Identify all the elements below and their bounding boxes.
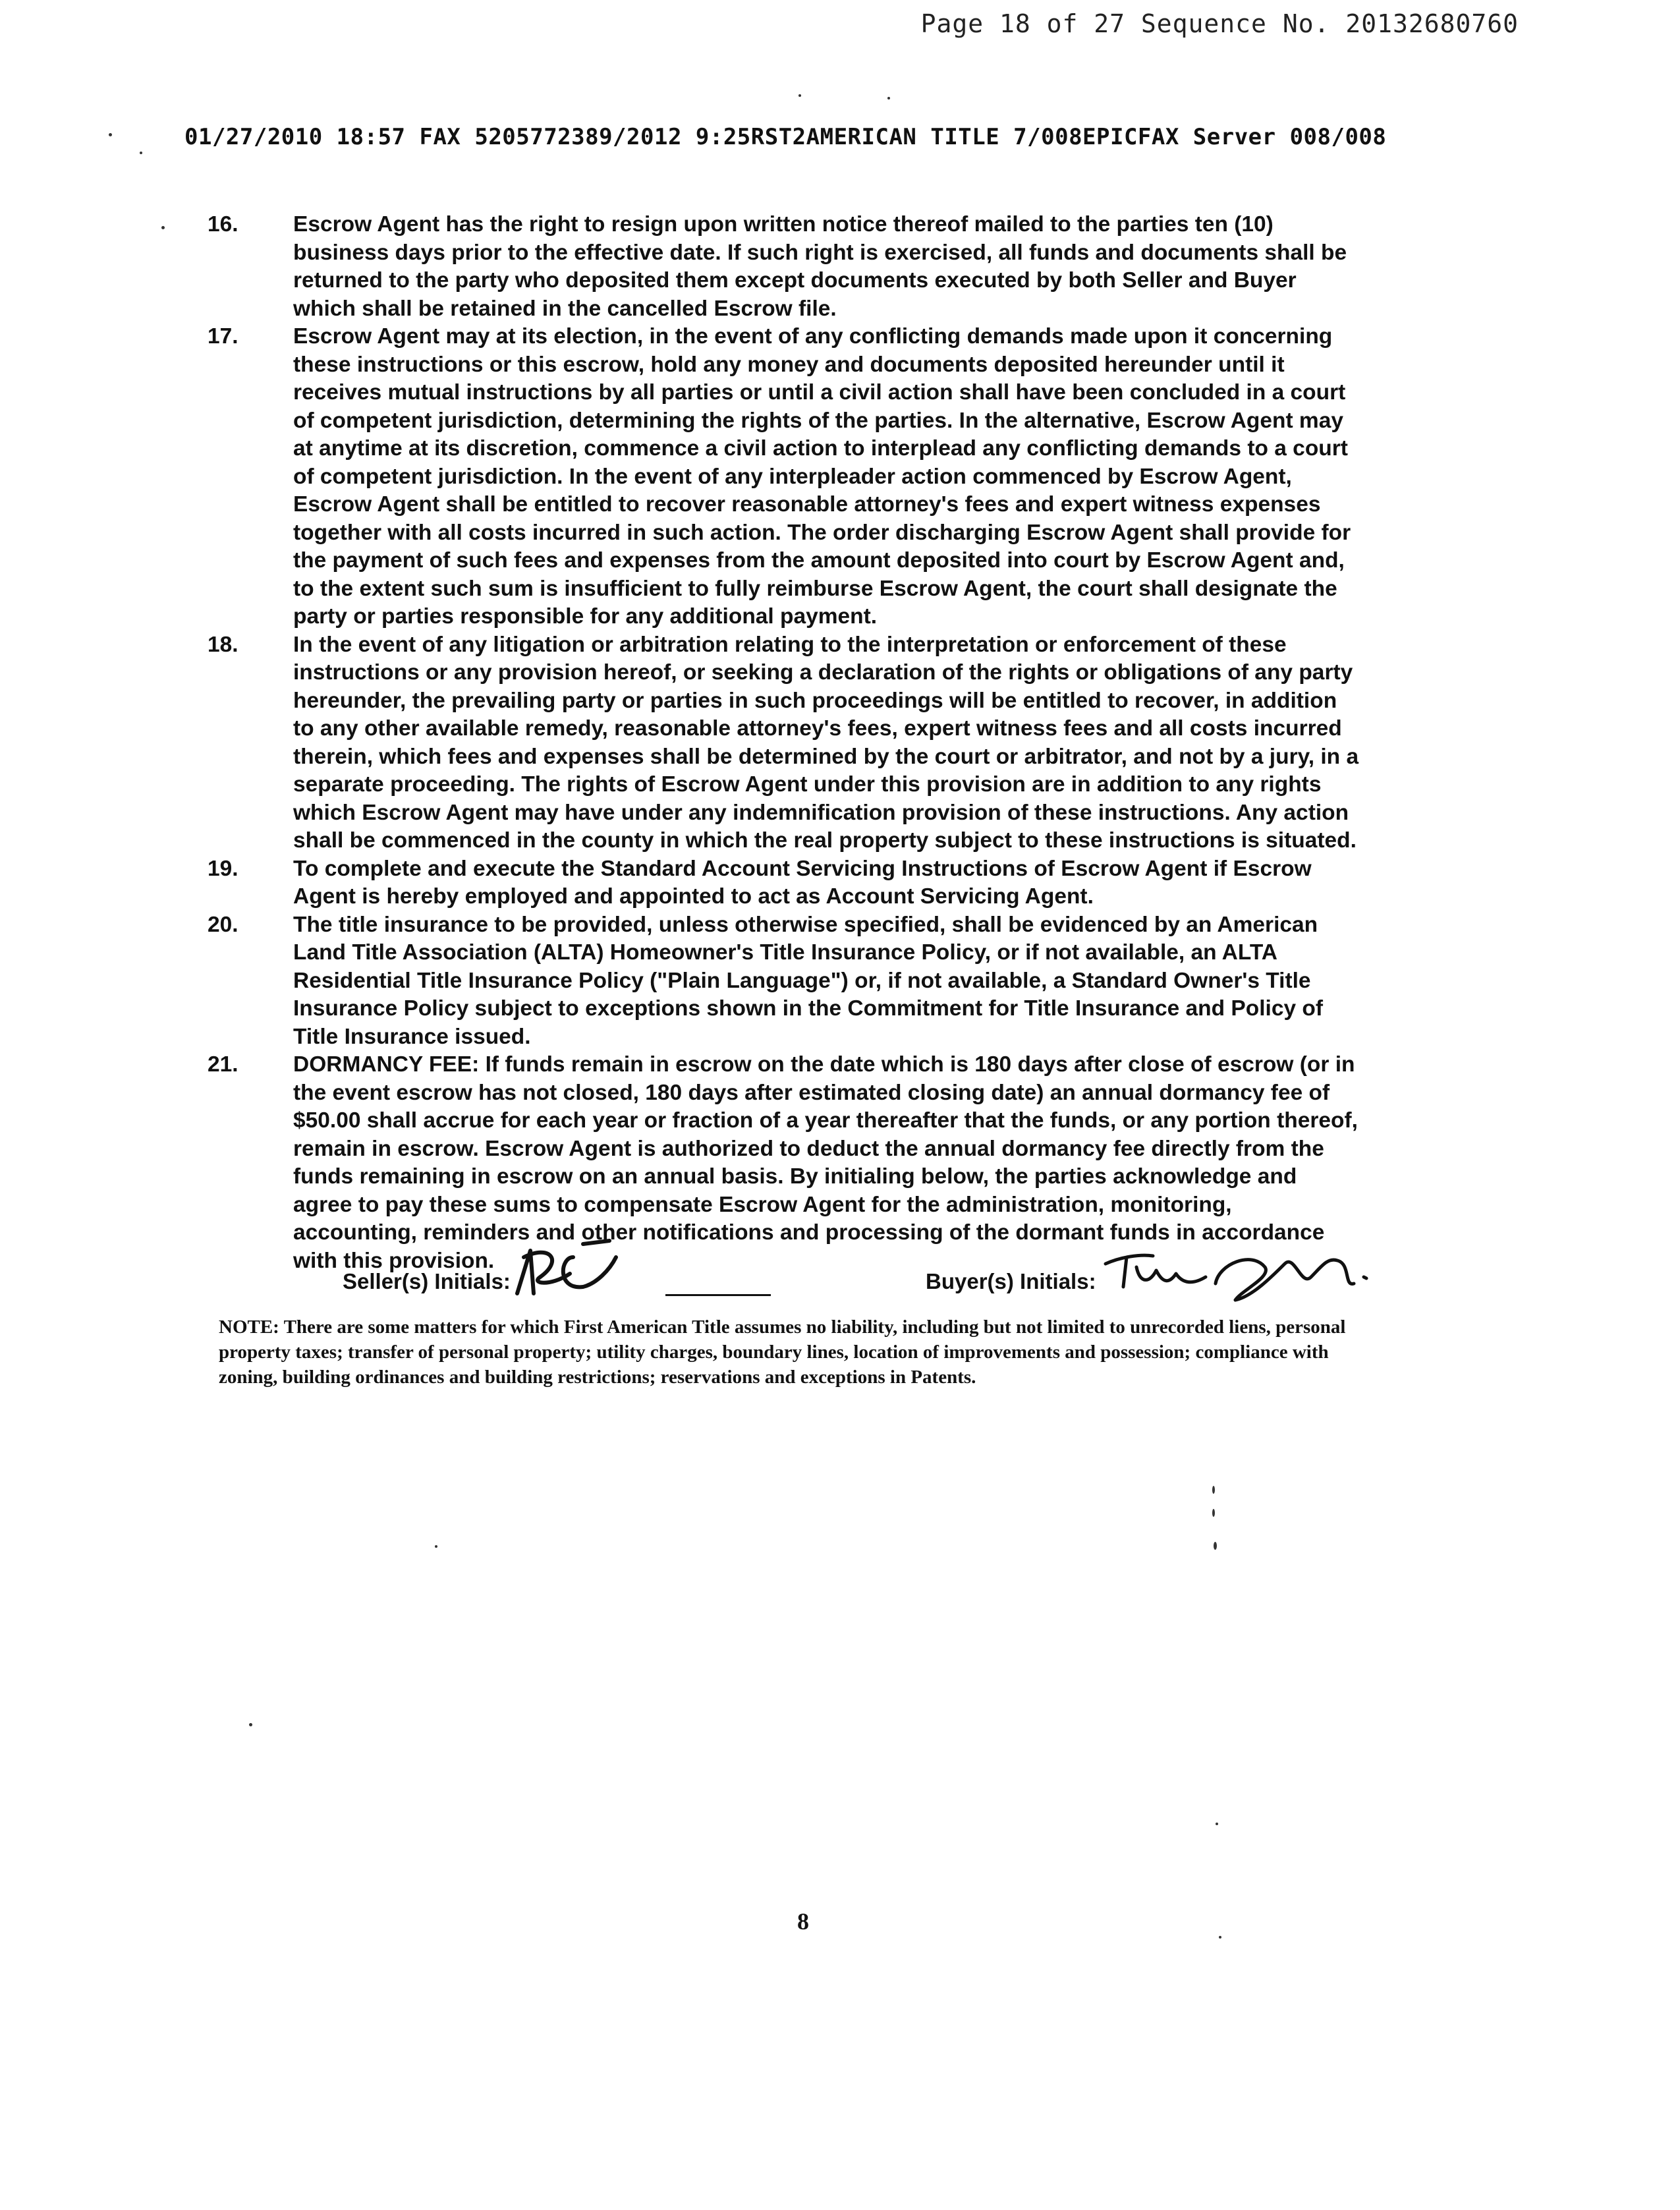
buyer-initials-label: Buyer(s) Initials: bbox=[926, 1269, 1096, 1293]
seller-initials-label: Seller(s) Initials: bbox=[343, 1269, 511, 1293]
scan-speck bbox=[140, 152, 142, 154]
scan-speck bbox=[435, 1545, 437, 1548]
clause-number: 21. bbox=[208, 1052, 238, 1077]
initials-row bbox=[343, 1244, 1370, 1317]
scan-speck bbox=[161, 226, 165, 229]
seller-initials-signature bbox=[511, 1231, 642, 1310]
scan-speck bbox=[1214, 1542, 1217, 1550]
clause-16 bbox=[208, 211, 1360, 323]
scan-speck bbox=[798, 94, 801, 97]
clause-text: To complete and execute the Standard Account Servicing Instructions of Escrow Agent if Escrow Agent is hereby employed and appointed to act as Account Servicing Agent. bbox=[293, 856, 1312, 909]
scan-speck bbox=[1212, 1509, 1215, 1517]
clause-number: 18. bbox=[208, 632, 238, 657]
clause-18 bbox=[208, 631, 1360, 855]
clause-number: 20. bbox=[208, 912, 238, 937]
scan-speck bbox=[887, 97, 890, 99]
clause-number: 19. bbox=[208, 856, 238, 881]
scan-speck bbox=[1216, 1823, 1218, 1825]
buyer-initials-signature bbox=[1100, 1237, 1377, 1310]
scan-speck bbox=[1212, 1486, 1215, 1494]
clause-20 bbox=[208, 911, 1360, 1052]
clause-19 bbox=[208, 855, 1360, 911]
clause-text: Escrow Agent may at its election, in the event of any conflicting demands made upon it concerning these instructions or this escrow, hold any money and documents deposited hereunder until it receives mutual instructions by all parties or until a civil action shall have been concluded in a court of competent jurisdiction, determining the rights of the parties. In the alternative, Escrow Agent may at anytime at its discretion, commence a civil action to interplead any conflicting demands to a court of competent jurisdiction. In the event of any interpleader action commenced by Escrow Agent, Escrow Agent shall be entitled to recover reasonable attorney's fees and expert witness expenses together with all costs incurred in such action. The order discharging Escrow Agent shall provide for the payment of such fees and expenses from the amount deposited into court by Escrow Agent and, to the extent such sum is insufficient to fully reimburse Escrow Agent, the court shall designate the party or parties responsible for any additional payment. bbox=[293, 324, 1351, 629]
clause-text: Escrow Agent has the right to resign upon written notice thereof mailed to the parties ten (10) business days prior to the effective date. If such right is exercised, all funds and documents shall be returned to the party who deposited them except documents executed by both Seller and Buyer which shall be retained in the cancelled Escrow file. bbox=[293, 212, 1347, 321]
clause-number: 16. bbox=[208, 212, 238, 237]
fax-header-line: 01/27/2010 18:57 FAX 5205772389/2012 9:25RST2AMERICAN TITLE 7/008EPICFAX Server 008/008 bbox=[184, 124, 1387, 150]
liability-note: NOTE: There are some matters for which First American Title assumes no liability, including but not limited to unrecorded liens, personal property taxes; transfer of personal property; utility charges, boundary lines, location of improvements and possession; compliance with zoning, building ordinances and building restrictions; reservations and exceptions in Patents. bbox=[219, 1317, 1346, 1388]
clause-number: 17. bbox=[208, 324, 238, 349]
clause-text: The title insurance to be provided, unless otherwise specified, shall be evidenced by an American Land Title Association (ALTA) Homeowner's Title Insurance Policy, or if not available, an ALTA Residential Title Insurance Policy ("Plain Language") or, if not available, a Standard Owner's Title Insurance Policy subject to exceptions shown in the Commitment for Title Insurance and Policy of Title Insurance issued. bbox=[293, 912, 1324, 1049]
clause-text: In the event of any litigation or arbitration relating to the interpretation or enforcement of these instructions or any provision hereof, or seeking a declaration of the rights or obligations of any party hereunder, the prevailing party or parties in such proceedings will be entitled to recover, in addition to any other available remedy, reasonable attorney's fees, expert witness fees and all costs incurred therein, which fees and expenses shall be determined by the court or arbitrator, and not by a jury, in a separate proceeding. The rights of Escrow Agent under this provision are in addition to any rights which Escrow Agent may have under any indemnification provision of these instructions. Any action shall be commenced in the county in which the real property subject to these instructions is situated. bbox=[293, 632, 1359, 853]
page-number: 8 bbox=[797, 1908, 809, 1935]
clause-17 bbox=[208, 323, 1360, 631]
clause-text: DORMANCY FEE: If funds remain in escrow on the date which is 180 days after close of escrow (or in the event escrow has not closed, 180 days after estimated closing date) an annual dormancy fee of $50.00 shall accrue for each year or fraction of a year thereafter that the funds, or any portion thereof, remain in escrow. Escrow Agent is authorized to deduct the annual dormancy fee directly from the funds remaining in escrow on an annual basis. By initialing below, the parties acknowledge and agree to pay these sums to compensate Escrow Agent for the administration, monitoring, accounting, reminders and other notifications and processing of the dormant funds in accordance with this provision. bbox=[293, 1052, 1358, 1273]
scan-speck bbox=[109, 133, 112, 136]
scan-speck bbox=[1219, 1936, 1221, 1939]
escrow-clauses bbox=[208, 211, 1360, 1275]
page-sequence-header: Page 18 of 27 Sequence No. 20132680760 bbox=[920, 9, 1519, 38]
seller-initials-blank-line bbox=[665, 1294, 771, 1296]
scan-speck bbox=[249, 1723, 252, 1726]
